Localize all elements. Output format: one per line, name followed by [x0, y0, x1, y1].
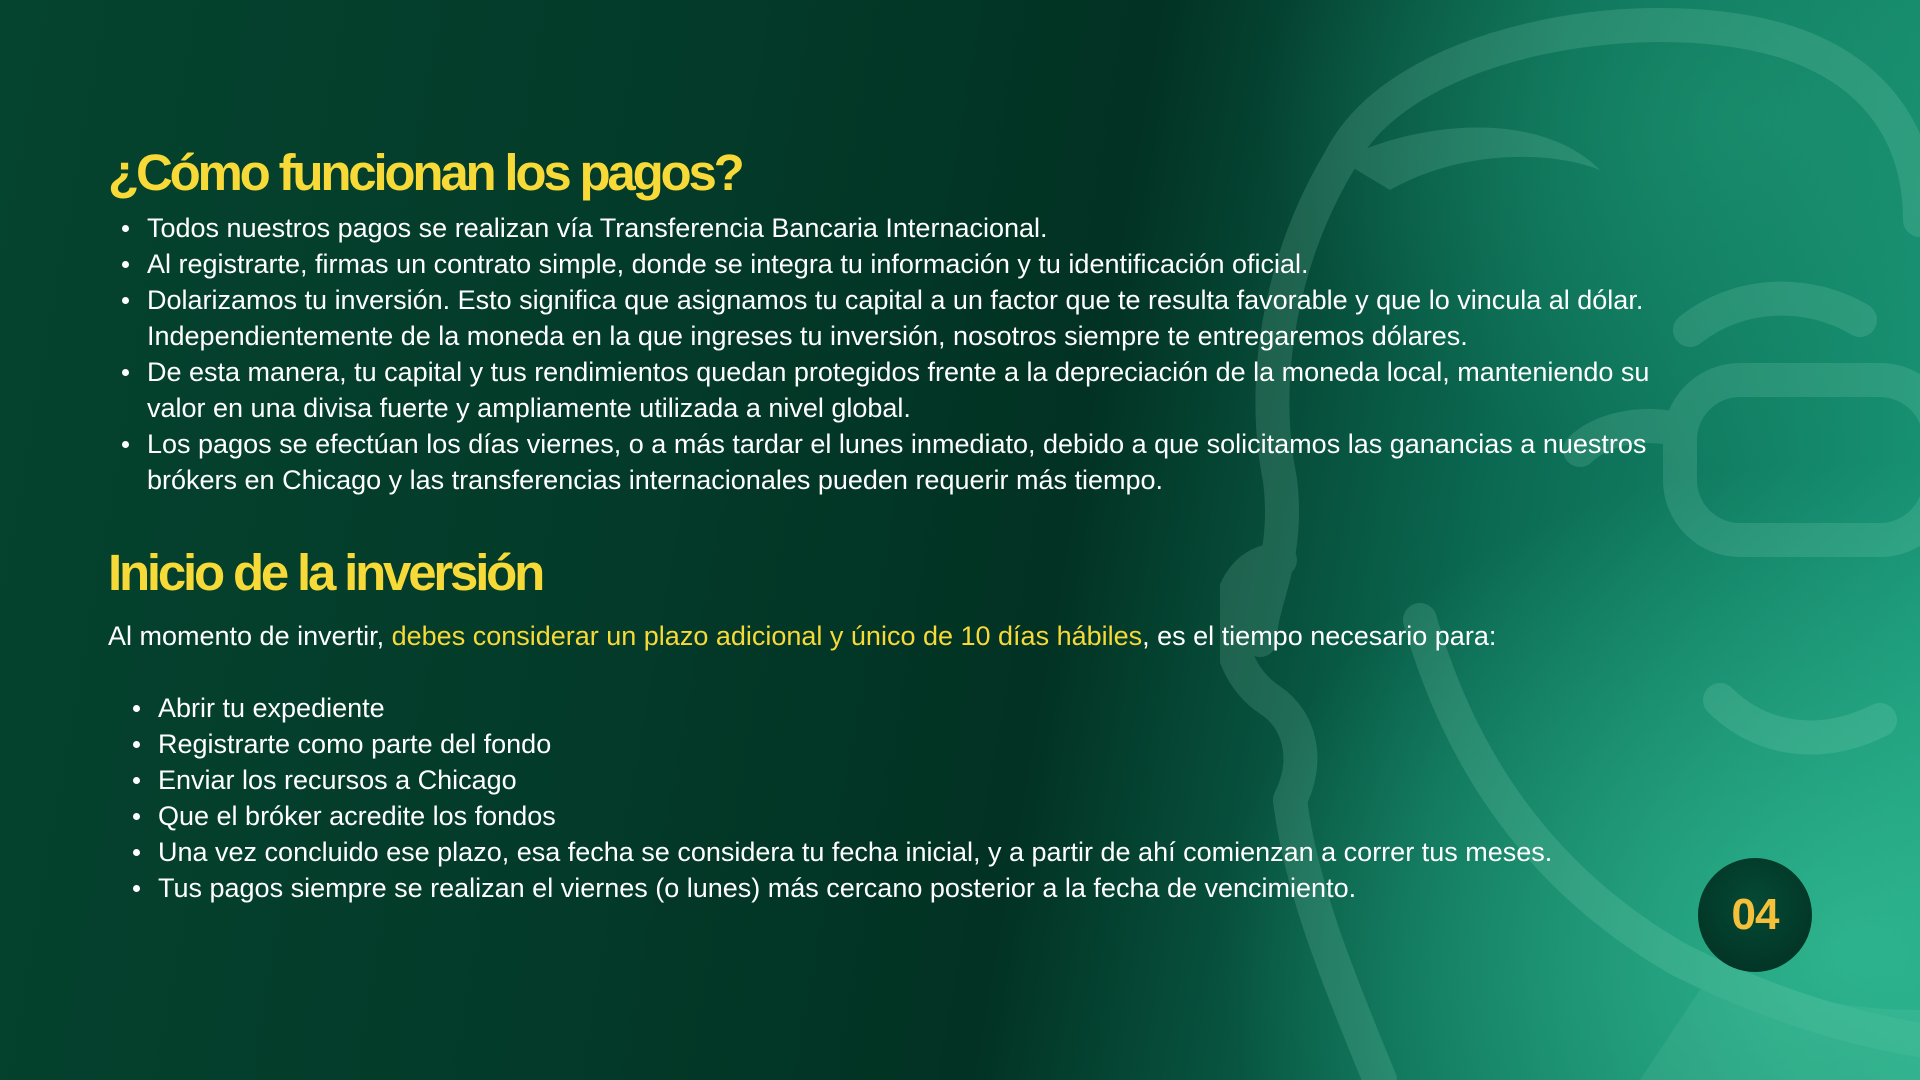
- list-item: Una vez concluido ese plazo, esa fecha se considera tu fecha inicial, y a partir de ahí comienzan a correr tus meses.: [108, 834, 1688, 870]
- list-item: Tus pagos siempre se realizan el viernes (o lunes) más cercano posterior a la fecha de vencimiento.: [108, 870, 1688, 906]
- list-item: Que el bróker acredite los fondos: [108, 798, 1688, 834]
- list-item: Enviar los recursos a Chicago: [108, 762, 1688, 798]
- page-number-badge: [1698, 858, 1812, 972]
- slide-content: [108, 142, 1688, 906]
- intro-text-before: Al momento de invertir,: [108, 621, 392, 651]
- list-item: Abrir tu expediente: [108, 690, 1688, 726]
- list-item: Todos nuestros pagos se realizan vía Transferencia Bancaria Internacional.: [108, 210, 1688, 246]
- list-item: Los pagos se efectúan los días viernes, o a más tardar el lunes inmediato, debido a que solicitamos las ganancias a nuestros brókers en Chicago y las transferencias internacionales pueden requerir más tiempo.: [108, 426, 1688, 498]
- payments-bullet-list: [108, 210, 1688, 498]
- investment-start-intro: [108, 618, 1688, 654]
- list-item: Dolarizamos tu inversión. Esto significa que asignamos tu capital a un factor que te resulta favorable y que lo vincula al dólar. Independientemente de la moneda en la que ingreses tu inversión, nosotros siempre te entregaremos dólares.: [108, 282, 1688, 354]
- intro-text-after: , es el tiempo necesario para:: [1142, 621, 1497, 651]
- investment-steps-list: [108, 690, 1688, 906]
- page-number: 04: [1731, 890, 1779, 939]
- list-item: De esta manera, tu capital y tus rendimientos quedan protegidos frente a la depreciación de la moneda local, manteniendo su valor en una divisa fuerte y ampliamente utilizada a nivel global.: [108, 354, 1688, 426]
- payments-heading: ¿Cómo funcionan los pagos?: [108, 144, 742, 201]
- list-item: Registrarte como parte del fondo: [108, 726, 1688, 762]
- investment-start-heading: Inicio de la inversión: [108, 544, 543, 601]
- intro-highlight: debes considerar un plazo adicional y único de 10 días hábiles: [391, 621, 1143, 651]
- list-item: Al registrarte, firmas un contrato simple, donde se integra tu información y tu identificación oficial.: [108, 246, 1688, 282]
